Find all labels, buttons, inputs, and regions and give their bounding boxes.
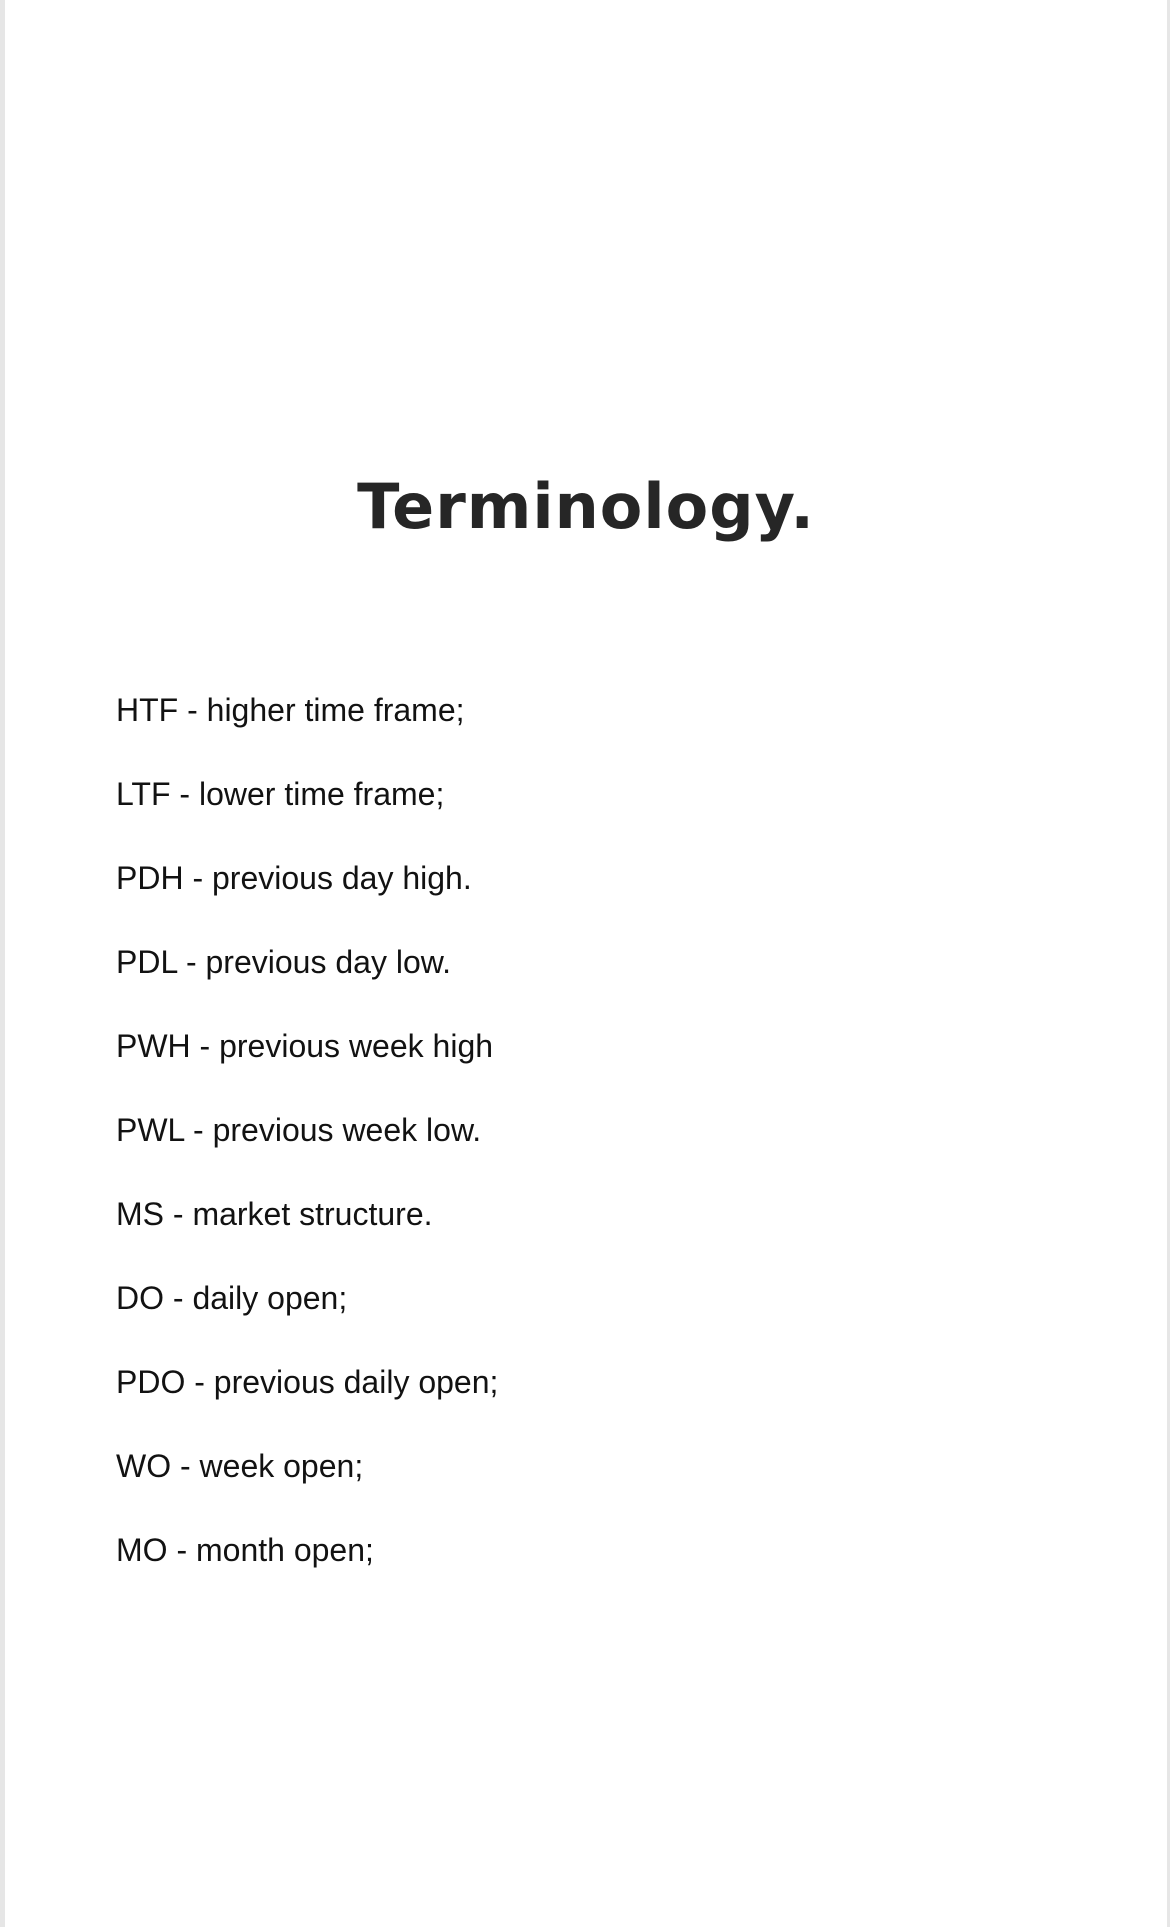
term-ms: MS - market structure.	[116, 1196, 433, 1232]
term-wo: WO - week open;	[116, 1448, 364, 1484]
term-pdh: PDH - previous day high.	[116, 860, 472, 896]
page-title: Terminology.	[357, 470, 815, 543]
term-htf: HTF - higher time frame;	[116, 692, 465, 728]
terminology-list	[116, 684, 498, 1608]
document-page	[5, 0, 1167, 1927]
term-pdl: PDL - previous day low.	[116, 944, 451, 980]
term-pwh: PWH - previous week high	[116, 1028, 494, 1064]
term-do: DO - daily open;	[116, 1280, 348, 1316]
term-mo: MO - month open;	[116, 1532, 374, 1568]
term-pdo: PDO - previous daily open;	[116, 1364, 499, 1400]
term-ltf: LTF - lower time frame;	[116, 776, 445, 812]
term-pwl: PWL - previous week low.	[116, 1112, 482, 1148]
